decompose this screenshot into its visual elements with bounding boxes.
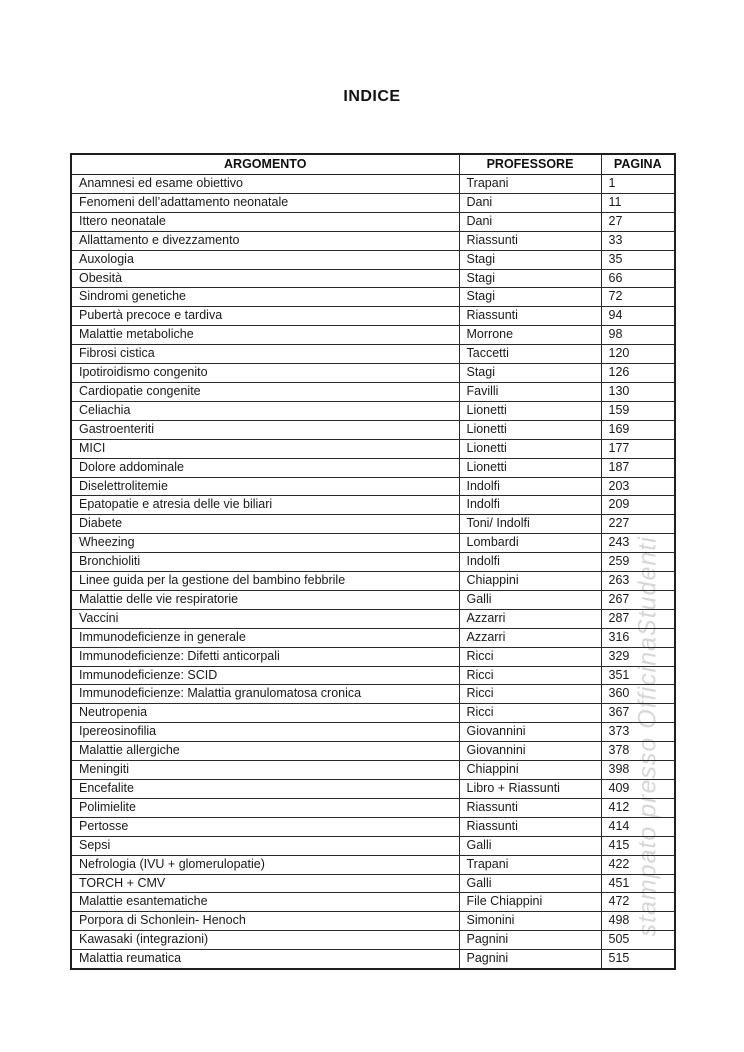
pagina-cell: 259 — [601, 553, 675, 572]
pagina-cell: 367 — [601, 704, 675, 723]
professore-cell: Giovannini — [459, 723, 601, 742]
argomento-cell: Pubertà precoce e tardiva — [71, 307, 459, 326]
professore-cell: Simonini — [459, 912, 601, 931]
pagina-cell: 130 — [601, 382, 675, 401]
pagina-cell: 287 — [601, 609, 675, 628]
professore-cell: Pagnini — [459, 931, 601, 950]
table-row — [71, 439, 675, 458]
argomento-cell: Malattie metaboliche — [71, 326, 459, 345]
pagina-cell: 203 — [601, 477, 675, 496]
column-header-argomento: ARGOMENTO — [71, 154, 459, 175]
argomento-cell: Anamnesi ed esame obiettivo — [71, 175, 459, 194]
argomento-cell: TORCH + CMV — [71, 874, 459, 893]
table-row — [71, 420, 675, 439]
pagina-cell: 126 — [601, 364, 675, 383]
table-row — [71, 666, 675, 685]
argomento-cell: Cardiopatie congenite — [71, 382, 459, 401]
professore-cell: Indolfi — [459, 553, 601, 572]
table-row — [71, 250, 675, 269]
pagina-cell: 33 — [601, 231, 675, 250]
pagina-cell: 360 — [601, 685, 675, 704]
table-row — [71, 893, 675, 912]
pagina-cell: 414 — [601, 817, 675, 836]
professore-cell: Galli — [459, 590, 601, 609]
argomento-cell: Polimielite — [71, 798, 459, 817]
table-row — [71, 401, 675, 420]
argomento-cell: Malattie esantematiche — [71, 893, 459, 912]
professore-cell: Lionetti — [459, 420, 601, 439]
pagina-cell: 351 — [601, 666, 675, 685]
argomento-cell: Kawasaki (integrazioni) — [71, 931, 459, 950]
argomento-cell: Nefrologia (IVU + glomerulopatie) — [71, 855, 459, 874]
table-row — [71, 761, 675, 780]
table-row — [71, 534, 675, 553]
argomento-cell: Porpora di Schonlein- Henoch — [71, 912, 459, 931]
column-header-professore: PROFESSORE — [459, 154, 601, 175]
pagina-cell: 94 — [601, 307, 675, 326]
table-row — [71, 288, 675, 307]
pagina-cell: 187 — [601, 458, 675, 477]
argomento-cell: Immunodeficienze: Difetti anticorpali — [71, 647, 459, 666]
professore-cell: Morrone — [459, 326, 601, 345]
argomento-cell: Malattie delle vie respiratorie — [71, 590, 459, 609]
argomento-cell: Celiachia — [71, 401, 459, 420]
table-row — [71, 912, 675, 931]
index-table — [70, 153, 676, 970]
pagina-cell: 27 — [601, 212, 675, 231]
professore-cell: Ricci — [459, 685, 601, 704]
pagina-cell: 72 — [601, 288, 675, 307]
argomento-cell: Neutropenia — [71, 704, 459, 723]
professore-cell: Stagi — [459, 269, 601, 288]
professore-cell: Stagi — [459, 288, 601, 307]
watermark-text: stampato presso OfficinaStudenti — [633, 536, 662, 937]
pagina-cell: 329 — [601, 647, 675, 666]
table-row — [71, 553, 675, 572]
argomento-cell: Linee guida per la gestione del bambino febbrile — [71, 572, 459, 591]
table-row — [71, 780, 675, 799]
professore-cell: Galli — [459, 874, 601, 893]
argomento-cell: Bronchioliti — [71, 553, 459, 572]
professore-cell: Lombardi — [459, 534, 601, 553]
argomento-cell: Wheezing — [71, 534, 459, 553]
professore-cell: File Chiappini — [459, 893, 601, 912]
professore-cell: Galli — [459, 836, 601, 855]
argomento-cell: Gastroenteriti — [71, 420, 459, 439]
page-title: INDICE — [343, 88, 401, 105]
professore-cell: Lionetti — [459, 439, 601, 458]
professore-cell: Giovannini — [459, 742, 601, 761]
argomento-cell: Vaccini — [71, 609, 459, 628]
pagina-cell: 422 — [601, 855, 675, 874]
pagina-cell: 515 — [601, 950, 675, 969]
pagina-cell: 11 — [601, 193, 675, 212]
professore-cell: Favilli — [459, 382, 601, 401]
professore-cell: Ricci — [459, 666, 601, 685]
table-row — [71, 590, 675, 609]
table-row — [71, 742, 675, 761]
argomento-cell: MICI — [71, 439, 459, 458]
pagina-cell: 373 — [601, 723, 675, 742]
argomento-cell: Ipotiroidismo congenito — [71, 364, 459, 383]
pagina-cell: 398 — [601, 761, 675, 780]
pagina-cell: 66 — [601, 269, 675, 288]
table-row — [71, 345, 675, 364]
table-row — [71, 723, 675, 742]
professore-cell: Libro + Riassunti — [459, 780, 601, 799]
pagina-cell: 378 — [601, 742, 675, 761]
table-row — [71, 458, 675, 477]
table-row — [71, 231, 675, 250]
professore-cell: Trapani — [459, 175, 601, 194]
professore-cell: Pagnini — [459, 950, 601, 969]
argomento-cell: Encefalite — [71, 780, 459, 799]
argomento-cell: Malattie allergiche — [71, 742, 459, 761]
argomento-cell: Auxologia — [71, 250, 459, 269]
table-row — [71, 382, 675, 401]
pagina-cell: 243 — [601, 534, 675, 553]
table-row — [71, 685, 675, 704]
pagina-cell: 267 — [601, 590, 675, 609]
argomento-cell: Diabete — [71, 515, 459, 534]
argomento-cell: Malattia reumatica — [71, 950, 459, 969]
table-row — [71, 496, 675, 515]
professore-cell: Stagi — [459, 364, 601, 383]
argomento-cell: Diselettrolitemie — [71, 477, 459, 496]
pagina-cell: 159 — [601, 401, 675, 420]
professore-cell: Toni/ Indolfi — [459, 515, 601, 534]
pagina-cell: 316 — [601, 628, 675, 647]
argomento-cell: Ittero neonatale — [71, 212, 459, 231]
argomento-cell: Ipereosinofilia — [71, 723, 459, 742]
professore-cell: Riassunti — [459, 817, 601, 836]
pagina-cell: 498 — [601, 912, 675, 931]
professore-cell: Riassunti — [459, 231, 601, 250]
professore-cell: Taccetti — [459, 345, 601, 364]
argomento-cell: Epatopatie e atresia delle vie biliari — [71, 496, 459, 515]
table-row — [71, 647, 675, 666]
table-row — [71, 931, 675, 950]
professore-cell: Ricci — [459, 704, 601, 723]
pagina-cell: 1 — [601, 175, 675, 194]
argomento-cell: Fenomeni dell’adattamento neonatale — [71, 193, 459, 212]
argomento-cell: Obesità — [71, 269, 459, 288]
pagina-cell: 263 — [601, 572, 675, 591]
professore-cell: Chiappini — [459, 572, 601, 591]
table-row — [71, 704, 675, 723]
table-row — [71, 874, 675, 893]
argomento-cell: Pertosse — [71, 817, 459, 836]
table-row — [71, 817, 675, 836]
argomento-cell: Immunodeficienze: Malattia granulomatosa cronica — [71, 685, 459, 704]
table-row — [71, 572, 675, 591]
argomento-cell: Fibrosi cistica — [71, 345, 459, 364]
professore-cell: Lionetti — [459, 401, 601, 420]
argomento-cell: Meningiti — [71, 761, 459, 780]
pagina-cell: 451 — [601, 874, 675, 893]
argomento-cell: Sepsi — [71, 836, 459, 855]
pagina-cell: 409 — [601, 780, 675, 799]
pagina-cell: 209 — [601, 496, 675, 515]
professore-cell: Dani — [459, 212, 601, 231]
professore-cell: Indolfi — [459, 477, 601, 496]
table-row — [71, 212, 675, 231]
table-row — [71, 609, 675, 628]
table-row — [71, 175, 675, 194]
table-row — [71, 855, 675, 874]
table-row — [71, 798, 675, 817]
professore-cell: Azzarri — [459, 609, 601, 628]
table-row — [71, 477, 675, 496]
professore-cell: Azzarri — [459, 628, 601, 647]
pagina-cell: 415 — [601, 836, 675, 855]
argomento-cell: Sindromi genetiche — [71, 288, 459, 307]
pagina-cell: 98 — [601, 326, 675, 345]
pagina-cell: 120 — [601, 345, 675, 364]
pagina-cell: 227 — [601, 515, 675, 534]
professore-cell: Indolfi — [459, 496, 601, 515]
professore-cell: Riassunti — [459, 307, 601, 326]
professore-cell: Chiappini — [459, 761, 601, 780]
table-header-row — [71, 154, 675, 175]
column-header-pagina: PAGINA — [601, 154, 675, 175]
pagina-cell: 472 — [601, 893, 675, 912]
professore-cell: Ricci — [459, 647, 601, 666]
argomento-cell: Immunodeficienze in generale — [71, 628, 459, 647]
table-row — [71, 950, 675, 969]
table-row — [71, 836, 675, 855]
professore-cell: Lionetti — [459, 458, 601, 477]
table-row — [71, 307, 675, 326]
pagina-cell: 169 — [601, 420, 675, 439]
professore-cell: Stagi — [459, 250, 601, 269]
table-row — [71, 628, 675, 647]
professore-cell: Trapani — [459, 855, 601, 874]
pagina-cell: 177 — [601, 439, 675, 458]
argomento-cell: Immunodeficienze: SCID — [71, 666, 459, 685]
argomento-cell: Allattamento e divezzamento — [71, 231, 459, 250]
professore-cell: Dani — [459, 193, 601, 212]
argomento-cell: Dolore addominale — [71, 458, 459, 477]
professore-cell: Riassunti — [459, 798, 601, 817]
pagina-cell: 412 — [601, 798, 675, 817]
pagina-cell: 35 — [601, 250, 675, 269]
table-row — [71, 193, 675, 212]
pagina-cell: 505 — [601, 931, 675, 950]
table-row — [71, 515, 675, 534]
table-row — [71, 269, 675, 288]
table-row — [71, 364, 675, 383]
table-row — [71, 326, 675, 345]
